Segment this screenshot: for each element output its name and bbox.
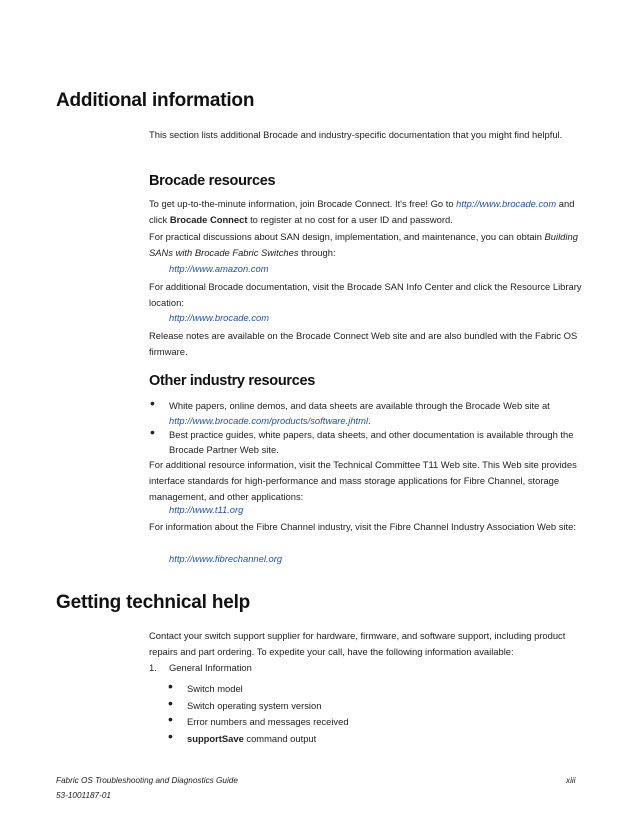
bullet-white-papers bbox=[150, 395, 590, 428]
book-title: Building SANs with Brocade Fabric Switches bbox=[149, 231, 578, 258]
heading-other-industry-resources: Other industry resources bbox=[149, 373, 316, 389]
bullet-text: Best practice guides, white papers, data sheets, and other documentation is available through the Brocade Partner Web site. bbox=[169, 429, 574, 455]
text: To get up-to-the-minute information, join Brocade Connect. It's free! Go to bbox=[149, 198, 457, 209]
list-item-text: Switch model bbox=[187, 683, 243, 694]
bullet-text bbox=[169, 398, 589, 428]
bullet-best-practice bbox=[150, 424, 590, 457]
bullet-icon: • bbox=[168, 728, 173, 744]
command-name: supportSave bbox=[187, 733, 244, 744]
footer-doc-number: 53-1001187-01 bbox=[56, 791, 111, 800]
bullet-icon: • bbox=[168, 711, 173, 727]
bullet-icon: • bbox=[150, 424, 155, 440]
bullet-icon: • bbox=[150, 395, 155, 411]
bullet-icon: • bbox=[168, 695, 173, 711]
footer-page-number: xiii bbox=[566, 776, 576, 785]
list-number: 1. bbox=[149, 662, 157, 673]
text: to register at no cost for a user ID and password. bbox=[247, 214, 453, 225]
heading-brocade-resources: Brocade resources bbox=[149, 173, 276, 189]
paragraph-release-notes: Release notes are available on the Brocade Connect Web site and are also bundled with the Fabric OS firmware. bbox=[149, 330, 578, 357]
paragraph-fibre-channel: For information about the Fibre Channel industry, visit the Fibre Channel Industry Association Web site: bbox=[149, 521, 576, 532]
bullet-icon: • bbox=[168, 678, 173, 694]
footer-guide-title: Fabric OS Troubleshooting and Diagnostics Guide bbox=[56, 776, 238, 785]
list-title: General Information bbox=[169, 662, 252, 673]
text: For practical discussions about SAN design, implementation, and maintenance, you can obtain bbox=[149, 231, 545, 242]
paragraph-brocade-documentation: For additional Brocade documentation, visit the Brocade SAN Info Center and click the Resource Library location: bbox=[149, 281, 582, 308]
section-title-getting-technical-help: Getting technical help bbox=[56, 592, 251, 613]
section-intro: This section lists additional Brocade and industry-specific documentation that you might find helpful. bbox=[149, 129, 563, 140]
text: and click bbox=[149, 198, 575, 225]
link-brocade-com[interactable]: http://www.brocade.com bbox=[456, 198, 557, 209]
link-fibrechannel[interactable]: http://www.fibrechannel.org bbox=[169, 553, 283, 564]
link-brocade-products[interactable]: http://www.brocade.com/products/software.jhtml bbox=[169, 415, 369, 426]
list-item-text: Error numbers and messages received bbox=[187, 716, 349, 727]
text: . bbox=[368, 415, 371, 426]
text: command output bbox=[243, 733, 317, 744]
link-amazon[interactable]: http://www.amazon.com bbox=[169, 263, 269, 274]
text: through: bbox=[298, 247, 336, 258]
paragraph-san-design bbox=[149, 229, 589, 261]
link-brocade-info-center[interactable]: http://www.brocade.com bbox=[169, 312, 270, 323]
paragraph-brocade-connect bbox=[149, 196, 589, 228]
link-t11[interactable]: http://www.t11.org bbox=[169, 504, 244, 515]
paragraph-contact-support: Contact your switch support supplier for hardware, firmware, and software support, including product repairs and part ordering. To expedite your call, have the following information available: bbox=[149, 630, 566, 657]
numbered-item-general-information bbox=[149, 660, 252, 675]
section-title-additional-information: Additional information bbox=[56, 90, 255, 111]
paragraph-t11: For additional resource information, visit the Technical Committee T11 Web site. This Web site provides interface standards for high-performance and mass storage applications for Fibre Channel, storage management, and other applications: bbox=[149, 459, 577, 502]
bold-brocade-connect: Brocade Connect bbox=[169, 214, 248, 225]
list-item-text bbox=[187, 731, 316, 746]
text: White papers, online demos, and data sheets are available through the Brocade Web site at bbox=[169, 400, 550, 411]
list-item-text: Switch operating system version bbox=[187, 700, 322, 711]
